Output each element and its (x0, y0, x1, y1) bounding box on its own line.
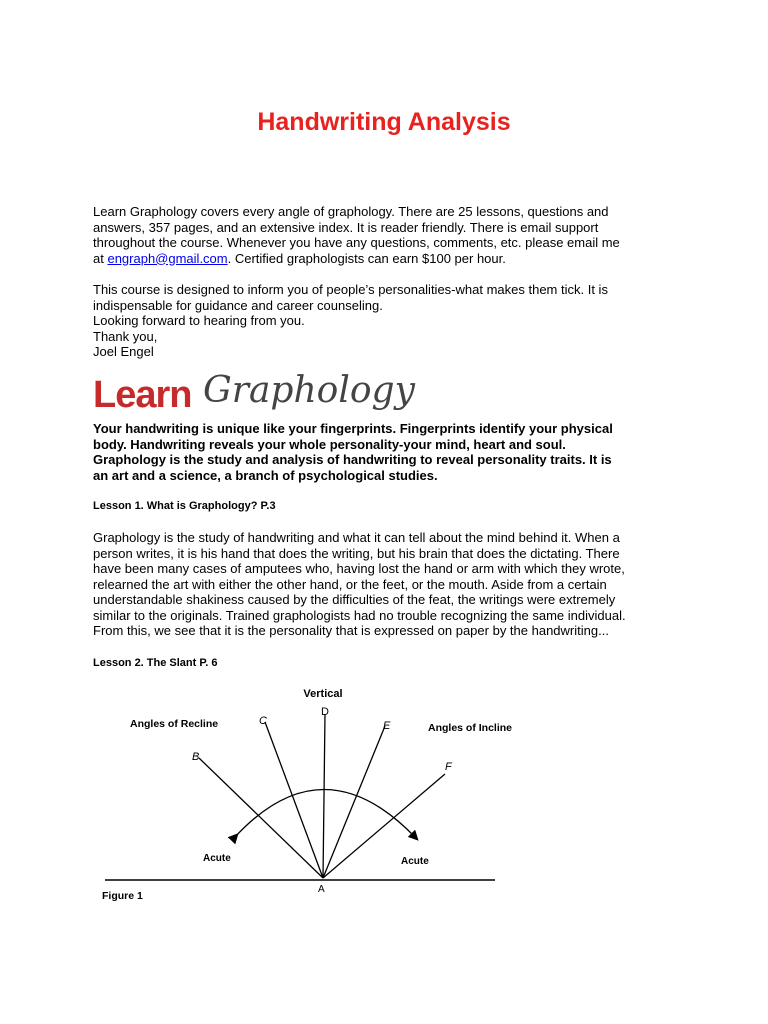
course-line: indispensable for guidance and career counseling. (93, 297, 383, 313)
logo-learn-text: Learn (93, 374, 192, 416)
at-text: at (93, 250, 108, 266)
recline-label: Angles of Recline (130, 718, 219, 730)
lesson1-line: person writes, it is his hand that does the writing, but his brain that does the dictating. There (93, 545, 620, 561)
lesson1-line: understandable shakiness caused by the difficulties of the feat, the writings were extremely (93, 592, 616, 607)
logo-graphology-text: Graphology (203, 370, 415, 411)
course-line: This course is designed to inform you of people’s personalities-what makes them tick. It is (93, 282, 608, 297)
email-link[interactable]: engraph@gmail.com (107, 250, 228, 266)
lesson1-line: relearned the art with either the other hand, or the feet, or the mouth. Aside from a certain (93, 576, 607, 592)
point-f-label: F (445, 761, 452, 773)
summary-line: Graphology is the study and analysis of handwriting to reveal personality traits. It is (93, 452, 612, 467)
intro-line: throughout the course. Whenever you have any questions, comments, etc. please email me (93, 235, 620, 250)
intro-line: Learn Graphology covers every angle of graphology. There are 25 lessons, questions and (93, 204, 609, 219)
lesson1-paragraph (93, 530, 683, 639)
summary-paragraph (93, 421, 683, 483)
summary-line: body. Handwriting reveals your whole personality-your mind, heart and soul. (93, 436, 566, 452)
lesson1-line: similar to the originals. Trained graphologists had no trouble recognizing the same individual. (93, 607, 626, 623)
angle-arc (235, 790, 415, 838)
intro-line-rest: . Certified graphologists can earn $100 per hour. (227, 250, 506, 266)
course-line: Thank you, (93, 328, 158, 344)
slant-line-d (323, 714, 325, 878)
intro-line: answers, 357 pages, and an extensive index. It is reader friendly. There is email support (93, 219, 599, 235)
point-c-label: C (259, 715, 267, 727)
vertical-label: Vertical (303, 688, 343, 700)
course-line: Looking forward to hearing from you. (93, 313, 305, 328)
lesson1-line: have been many cases of amputees who, having lost the hand or arm with which they wrote, (93, 561, 625, 576)
slant-line-e (323, 726, 385, 878)
figure-caption: Figure 1 (102, 890, 143, 902)
summary-line: an art and a science, a branch of psychological studies. (93, 467, 438, 483)
summary-line: Your handwriting is unique like your fingerprints. Fingerprints identify your physical (93, 421, 613, 436)
point-e-label: E (383, 720, 391, 732)
lesson1-line: From this, we see that it is the personality that is expressed on paper by the handwriting... (93, 623, 609, 638)
slant-diagram (95, 682, 555, 907)
lesson1-heading: Lesson 1. What is Graphology? P.3 (93, 500, 276, 512)
incline-label: Angles of Incline (428, 722, 513, 734)
intro-paragraph (93, 204, 683, 266)
lesson1-line: Graphology is the study of handwriting and what it can tell about the mind behind it. When a (93, 530, 620, 545)
page-title: Handwriting Analysis (257, 108, 511, 136)
point-b-label: B (192, 751, 200, 763)
learngraphology-logo (93, 372, 413, 422)
slant-line-c (265, 722, 323, 878)
course-paragraph (93, 282, 683, 360)
lesson2-heading: Lesson 2. The Slant P. 6 (93, 657, 218, 669)
acute-left-label: Acute (203, 853, 231, 864)
point-a-label: A (318, 884, 325, 895)
intro-line (93, 251, 683, 267)
point-d-label: D (321, 706, 329, 718)
acute-right-label: Acute (401, 856, 429, 867)
signature-name: Joel Engel (93, 344, 154, 359)
